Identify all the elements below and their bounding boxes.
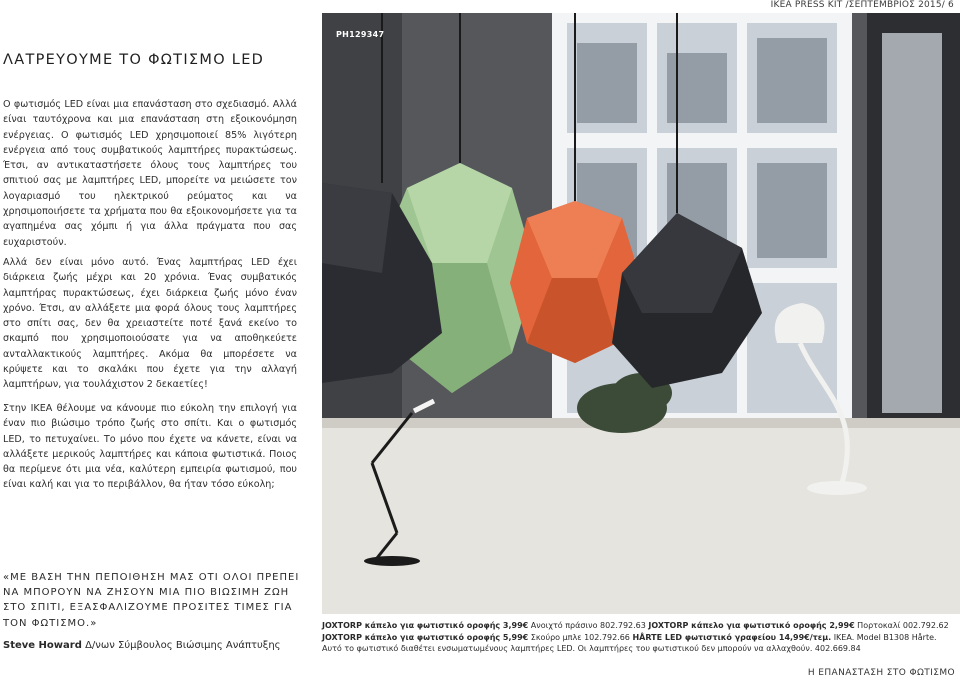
attribution-role: Δ/νων Σύμβουλος Βιώσιμης Ανάπτυξης bbox=[85, 640, 281, 651]
caption-product-2-detail: Πορτοκαλί 002.792.62 bbox=[854, 621, 949, 630]
caption-product-3-detail: Σκούρο μπλε 102.792.66 bbox=[528, 632, 633, 642]
pendant-lamps-illustration bbox=[322, 13, 960, 614]
body-paragraph-3: Στην IKEA θέλουμε να κάνουμε πιο εύκολη την επιλογή για έναν πιο βιώσιμο τρόπο ζωής στο σπίτι. Και ο φωτισμός LED, το πετυχαίνει. Το μόνο που έχετε να κάνετε, είναι να αλλάξετε μερικούς λαμπτήρες και κάποια φωτιστικά. Ποιος θα περίμενε ότι μια νέα, καλύτερη εμπειρία φωτισμού, που είναι καλή και για το περιβάλλον, θα ήταν τόσο εύκολη; bbox=[3, 403, 297, 491]
body-paragraph-2: Αλλά δεν είναι μόνο αυτό. Ένας λαμπτήρας LED έχει διάρκεια ζωής μέχρι και 20 χρόνια. Ένας συμβατικός λαμπτήρας πυρακτώσεως, έχει διάρκεια ζωής μόνο έναν χρόνο. Έτσι, αν αλλάξετε μια φορά όλους τους λαμπτήρες στο σπίτι σας, δεν θα χρειαστείτε ποτέ ξανά εκείνο το σκαμπό που χρησιμοποιούσατε για να αποθηκεύετε ανταλλακτικούς λαμπτήρες. Ακόμα θα μπορέσετε να κρύψετε και το σκαλάκι που έχετε για την αλλαγή λαμπτήρων, για τουλάχιστον 2 δεκαετίες! bbox=[3, 257, 297, 391]
attribution-name: Steve Howard bbox=[3, 640, 82, 651]
caption-product-4-name: HÅRTE LED φωτιστικό γραφείου 14,99€/τεμ. bbox=[632, 632, 832, 642]
caption-product-1-detail: Ανοιχτό πράσινο 802.792.63 bbox=[528, 621, 649, 630]
page-title: ΛΑΤΡΕΥΟΥΜΕ ΤΟ ΦΩΤΙΣΜΟ LED bbox=[3, 52, 265, 68]
caption-product-2-name: JOXTORP κάπελο για φωτιστικό οροφής 2,99€ bbox=[648, 621, 855, 630]
photo-code: PH129347 bbox=[336, 30, 385, 39]
pull-quote: «ΜΕ ΒΑΣΗ ΤΗΝ ΠΕΠΟΙΘΗΣΗ ΜΑΣ ΟΤΙ ΟΛΟΙ ΠΡΕΠΕΙ ΝΑ ΜΠΟΡΟΥΝ ΝΑ ΖΗΣΟΥΝ ΜΙΑ ΠΙΟ ΒΙΩΣΙΜΗ ΖΩΗ ΣΤΟ ΣΠΙΤΙ, ΕΞΑΣΦΑΛΙΖΟΥΜΕ ΠΡΟΣΙΤΕΣ ΤΙΜΕΣ ΓΙΑ ΤΟΝ ΦΩΤΙΣΜΟ.» bbox=[3, 572, 300, 629]
page-footer: Η ΕΠΑΝΑΣΤΑΣΗ ΣΤΟ ΦΩΤΙΣΜΟ bbox=[807, 668, 955, 678]
page-header: IKEA PRESS KIT /ΣΕΠΤΕΜΒΡΙΟΣ 2015/ 6 bbox=[770, 0, 954, 10]
photo-caption bbox=[322, 620, 957, 655]
quote-attribution bbox=[3, 640, 281, 651]
product-photo bbox=[322, 13, 960, 614]
caption-product-1-name: JOXTORP κάπελο για φωτιστικό οροφής 3,99€ bbox=[322, 621, 529, 630]
caption-product-3-name: JOXTORP κάπελο για φωτιστικό οροφής 5,99€ bbox=[322, 632, 529, 642]
caption-product-4-detail: IKEA. Model B1308 Hårte. Αυτό το φωτιστικό διαθέτει ενσωματωμένους λαμπτήρες LED. Οι λαμπτήρες του φωτιστικού δεν μπορούν να αλλαχθούν. 402.669.84 bbox=[322, 632, 937, 653]
body-paragraph-1: Ο φωτισμός LED είναι μια επανάσταση στο σχεδιασμό. Αλλά είναι ταυτόχρονα και μια επανάσταση στη εξοικονόμηση ενέργειας. Ο φωτισμός LED χρησιμοποιεί 85% λιγότερη ενέργεια από τους συμβατικούς λαμπτήρες πυρακτώσεως. Έτσι, αν αντικαταστήσετε όλους τους λαμπτήρες του σπιτιού σας με λαμπτήρες LED, μπορείτε να μειώσετε τον λογαριασμό του ηλεκτρικού ρεύματος και να χρησιμοποιήσετε τα χρήματα που θα εξοικονομήσετε για τα αγαπημένα σας χόμπι ή για άλλα πράγματα που σας ευχαριστούν. bbox=[3, 99, 297, 248]
